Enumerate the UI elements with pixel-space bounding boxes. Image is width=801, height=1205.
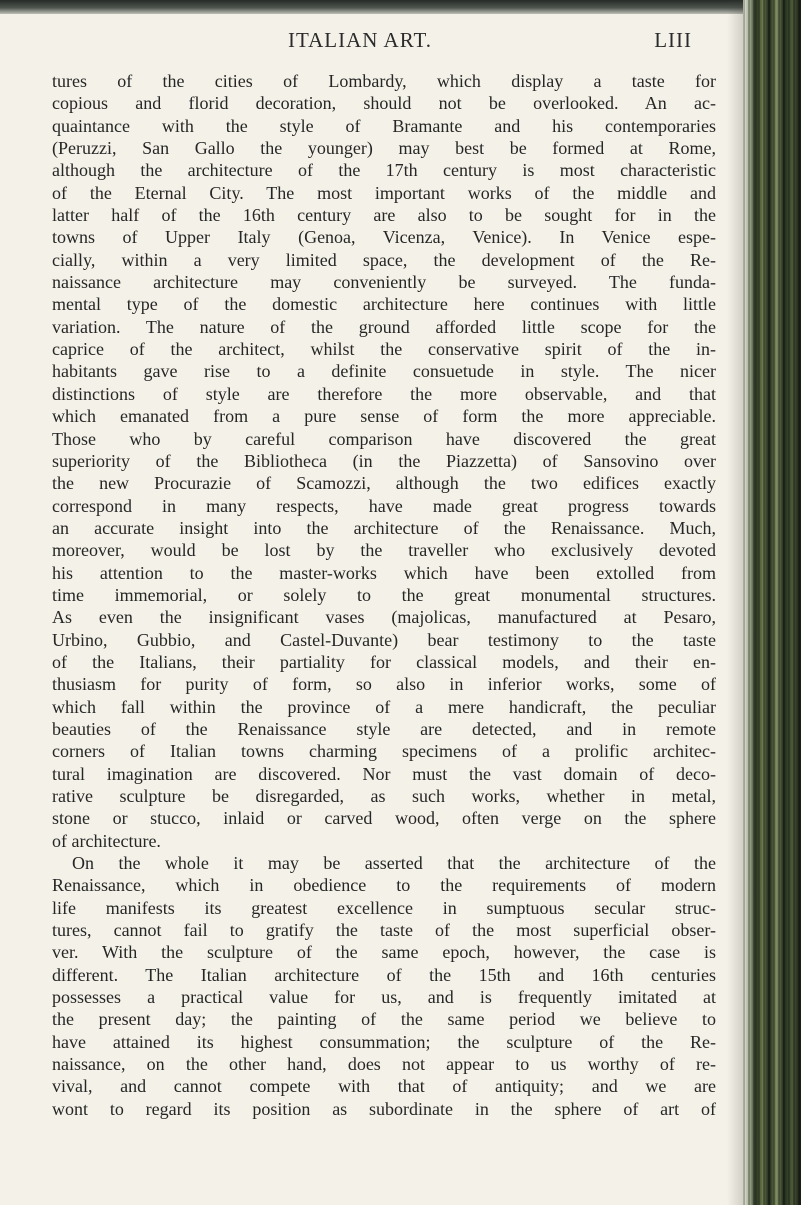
text-line: stone or stucco, inlaid or carved wood, often verge on the sphere bbox=[52, 808, 716, 829]
text-line: tural imagination are discovered. Nor must the vast domain of deco- bbox=[52, 763, 716, 784]
text-line: mental type of the domestic architecture here continues with little bbox=[52, 294, 716, 315]
text-line: On the whole it may be asserted that the architecture of the bbox=[72, 853, 716, 874]
text-line: an accurate insight into the architecture of the Renaissance. Much, bbox=[52, 517, 716, 538]
page-number: LIII bbox=[654, 28, 692, 52]
text-line: naissance, on the other hand, does not appear to us worthy of re- bbox=[52, 1054, 716, 1075]
text-line: wont to regard its position as subordinate in the sphere of art of bbox=[52, 1098, 716, 1119]
text-line: although the architecture of the 17th century is most characteristic bbox=[52, 160, 716, 181]
text-line: life manifests its greatest excellence in sumptuous secular struc- bbox=[52, 897, 716, 918]
text-line: superiority of the Bibliotheca (in the Piazzetta) of Sansovino over bbox=[52, 450, 716, 471]
text-line: variation. The nature of the ground afforded little scope for the bbox=[52, 316, 716, 337]
text-line: the new Procurazie of Scamozzi, although the two edifices exactly bbox=[52, 473, 716, 494]
text-line: of the Eternal City. The most important works of the middle and bbox=[52, 182, 716, 203]
text-line: thusiasm for purity of form, so also in inferior works, some of bbox=[52, 674, 716, 695]
text-line: moreover, would be lost by the traveller who exclusively devoted bbox=[52, 540, 716, 561]
text-line: Urbino, Gubbio, and Castel-Duvante) bear testimony to the taste bbox=[52, 629, 716, 650]
body-text bbox=[52, 70, 716, 1120]
text-line: rative sculpture be disregarded, as such works, whether in metal, bbox=[52, 786, 716, 806]
text-line: caprice of the architect, whilst the conservative spirit of the in- bbox=[52, 339, 716, 360]
text-line: beauties of the Renaissance style are detected, and in remote bbox=[52, 718, 716, 739]
text-line: different. The Italian architecture of the 15th and 16th centuries bbox=[52, 964, 716, 985]
scan-top-edge bbox=[0, 0, 801, 14]
text-line: tures of the cities of Lombardy, which display a taste for bbox=[52, 71, 716, 91]
text-line: quaintance with the style of Bramante and his contemporaries bbox=[52, 115, 716, 136]
text-line: of architecture. bbox=[52, 830, 161, 851]
text-line: copious and florid decoration, should not be overlooked. An ac- bbox=[52, 93, 716, 114]
text-line: As even the insignificant vases (majolicas, manufactured at Pesaro, bbox=[52, 607, 716, 628]
text-line: which fall within the province of a mere handicraft, the peculiar bbox=[52, 696, 716, 717]
gutter-shadow bbox=[727, 0, 743, 1205]
text-line: latter half of the 16th century are also to be sought for in the bbox=[52, 205, 716, 226]
text-line: which emanated from a pure sense of form the more appreciable. bbox=[52, 406, 716, 427]
text-line: tures, cannot fail to gratify the taste of the most superficial obser- bbox=[52, 920, 716, 941]
text-line: distinctions of style are therefore the more observable, and that bbox=[52, 383, 716, 404]
text-line: ver. With the sculpture of the same epoch, however, the case is bbox=[52, 942, 716, 963]
text-line: his attention to the master-works which have been extolled from bbox=[52, 562, 716, 583]
text-line: possesses a practical value for us, and is frequently imitated at bbox=[52, 987, 716, 1008]
text-line: correspond in many respects, have made great progress towards bbox=[52, 495, 716, 516]
book-binding-edge bbox=[743, 0, 801, 1205]
text-line: the present day; the painting of the same period we believe to bbox=[52, 1009, 716, 1030]
text-line: naissance architecture may conveniently be surveyed. The funda- bbox=[52, 272, 716, 293]
text-line: cially, within a very limited space, the development of the Re- bbox=[52, 249, 716, 270]
text-line: Renaissance, which in obedience to the requirements of modern bbox=[52, 875, 716, 896]
running-title: ITALIAN ART. bbox=[288, 28, 432, 52]
text-line: (Peruzzi, San Gallo the younger) may best be formed at Rome, bbox=[52, 138, 716, 159]
running-head bbox=[0, 28, 720, 58]
text-line: habitants gave rise to a definite consuetude in style. The nicer bbox=[52, 361, 716, 382]
text-line: Those who by careful comparison have discovered the great bbox=[52, 428, 716, 449]
text-line: time immemorial, or solely to the great monumental structures. bbox=[52, 584, 716, 605]
text-line: corners of Italian towns charming specimens of a prolific architec- bbox=[52, 741, 716, 762]
text-line: have attained its highest consummation; the sculpture of the Re- bbox=[52, 1031, 716, 1052]
text-line: of the Italians, their partiality for classical models, and their en- bbox=[52, 651, 716, 672]
text-line: towns of Upper Italy (Genoa, Vicenza, Venice). In Venice espe- bbox=[52, 227, 716, 248]
text-line: vival, and cannot compete with that of antiquity; and we are bbox=[52, 1076, 716, 1097]
